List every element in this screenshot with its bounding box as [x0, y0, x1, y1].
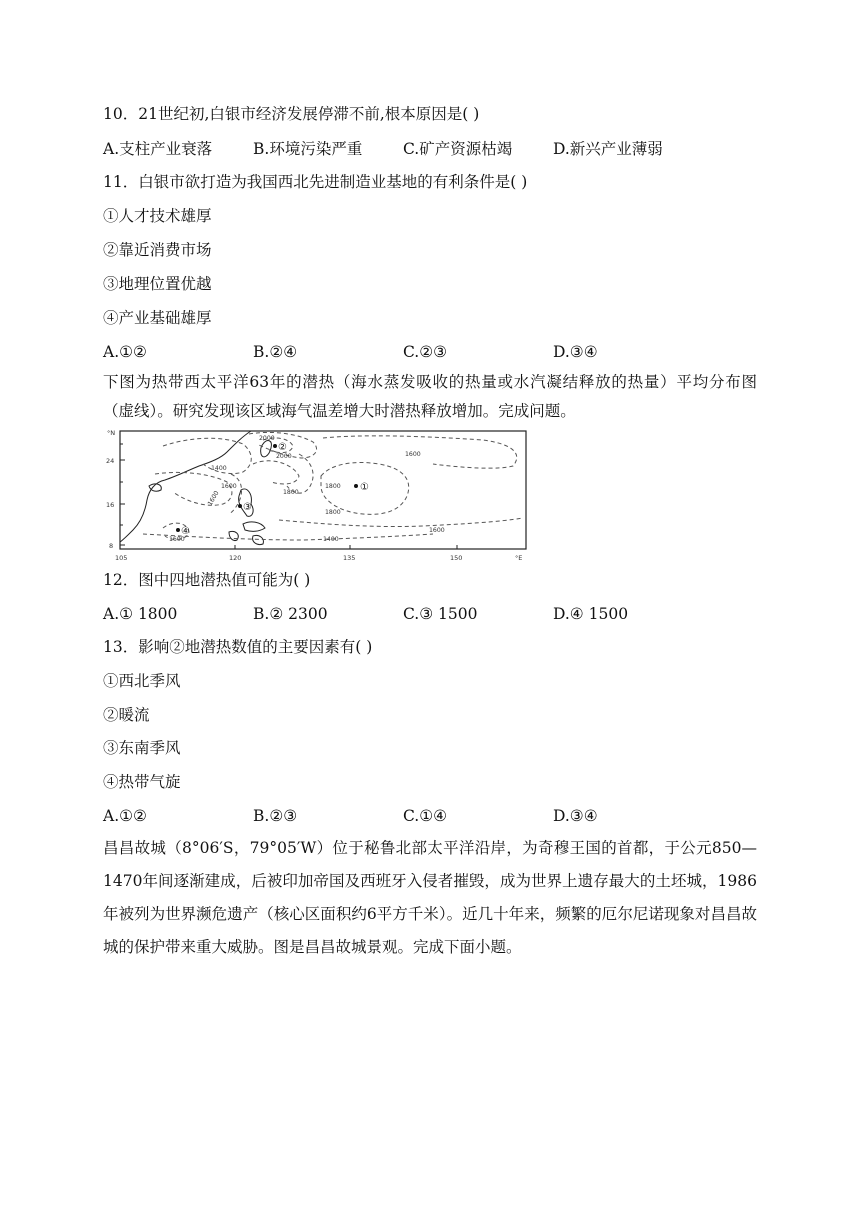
intro-paragraph-latent-heat: 下图为热带西太平洋63年的潜热（海水蒸发吸收的热量或水汽凝结释放的热量）平均分布图（虚线）。研究发现该区域海气温差增大时潜热释放增加。完成问题。: [103, 373, 757, 420]
question-12-stem: 12．图中四地潜热值可能为( ): [103, 571, 311, 589]
question-11-item-2: ②靠近消费市场: [103, 241, 212, 259]
question-11-stem: 11．白银市欲打造为我国西北先进制造业基地的有利条件是( ): [103, 173, 528, 191]
question-13-item-3: ③东南季风: [103, 739, 181, 757]
option-c: C.①④: [403, 807, 448, 825]
contour-label: 1600: [169, 536, 185, 543]
x-tick-label: 135: [343, 554, 356, 562]
contour-label: 1400: [323, 536, 339, 543]
contour-label: 1600: [206, 489, 221, 507]
contour-label: 1600: [405, 451, 421, 458]
y-tick-label: 8: [109, 542, 114, 550]
option-d: D.新兴产业薄弱: [553, 140, 663, 158]
question-10-options: [103, 138, 743, 160]
question-13-stem: 13．影响②地潜热数值的主要因素有( ): [103, 638, 373, 656]
x-tick-label: 120: [229, 554, 242, 562]
y-tick-label: 16: [106, 501, 115, 509]
contour-label: 2000: [276, 453, 292, 460]
contour-label: 1600: [221, 483, 237, 490]
point-label-1: ①: [360, 482, 369, 493]
question-13-options: [103, 805, 743, 827]
question-13-item-4: ④热带气旋: [103, 773, 181, 791]
latent-heat-map: [103, 424, 533, 568]
contour-label: 1800: [325, 483, 341, 490]
contour-label: 1800: [325, 509, 341, 516]
x-tick-label: 150: [450, 554, 463, 562]
question-13-item-1: ①西北季风: [103, 672, 181, 690]
option-a: A.① 1800: [103, 605, 178, 623]
question-10-stem: 10．21世纪初,白银市经济发展停滞不前,根本原因是( ): [103, 105, 480, 123]
option-c: C.③ 1500: [403, 605, 478, 623]
option-a: A.①②: [103, 807, 147, 825]
option-b: B.②③: [253, 807, 298, 825]
option-c: C.矿产资源枯竭: [403, 140, 513, 158]
x-axis-unit: °E: [515, 554, 523, 562]
contour-label: 1400: [211, 465, 227, 472]
contour-label: 1600: [429, 527, 445, 534]
option-c: C.②③: [403, 343, 448, 361]
option-d: D.③④: [553, 343, 598, 361]
y-tick-label: 24: [106, 457, 115, 465]
option-b: B.环境污染严重: [253, 140, 363, 158]
point-label-3: ③: [243, 502, 252, 513]
question-11-item-3: ③地理位置优越: [103, 275, 212, 293]
question-11-options: [103, 341, 743, 363]
point-label-4: ④: [181, 526, 190, 537]
contour-label: 2000: [259, 435, 275, 442]
question-13-item-2: ②暖流: [103, 706, 150, 724]
question-11-item-4: ④产业基础雄厚: [103, 309, 212, 327]
x-tick-label: 105: [115, 554, 128, 562]
contour-label: 1800: [283, 489, 299, 496]
option-b: B.② 2300: [253, 605, 328, 623]
point-label-2: ②: [278, 442, 287, 453]
option-d: D.③④: [553, 807, 598, 825]
question-11-item-1: ①人才技术雄厚: [103, 207, 212, 225]
option-b: B.②④: [253, 343, 298, 361]
y-axis-unit: °N: [107, 429, 116, 437]
intro-paragraph-chan-chan: 昌昌故城（8°06′S，79°05′W）位于秘鲁北部太平洋沿岸，为奇穆王国的首都，于公元850—1470年间逐渐建成，后被印加帝国及西班牙入侵者摧毁，成为世界上遗存最大的土坯城，1986年被列为世界濒危遗产（核心区面积约6平方千米）。近几十年来，频繁的厄尔尼诺现象对昌昌故城的保护带来重大威胁。图是昌昌故城景观。完成下面小题。: [103, 839, 757, 956]
option-d: D.④ 1500: [553, 605, 629, 623]
option-a: A.①②: [103, 343, 147, 361]
question-12-options: [103, 603, 743, 625]
option-a: A.支柱产业衰落: [103, 140, 213, 158]
